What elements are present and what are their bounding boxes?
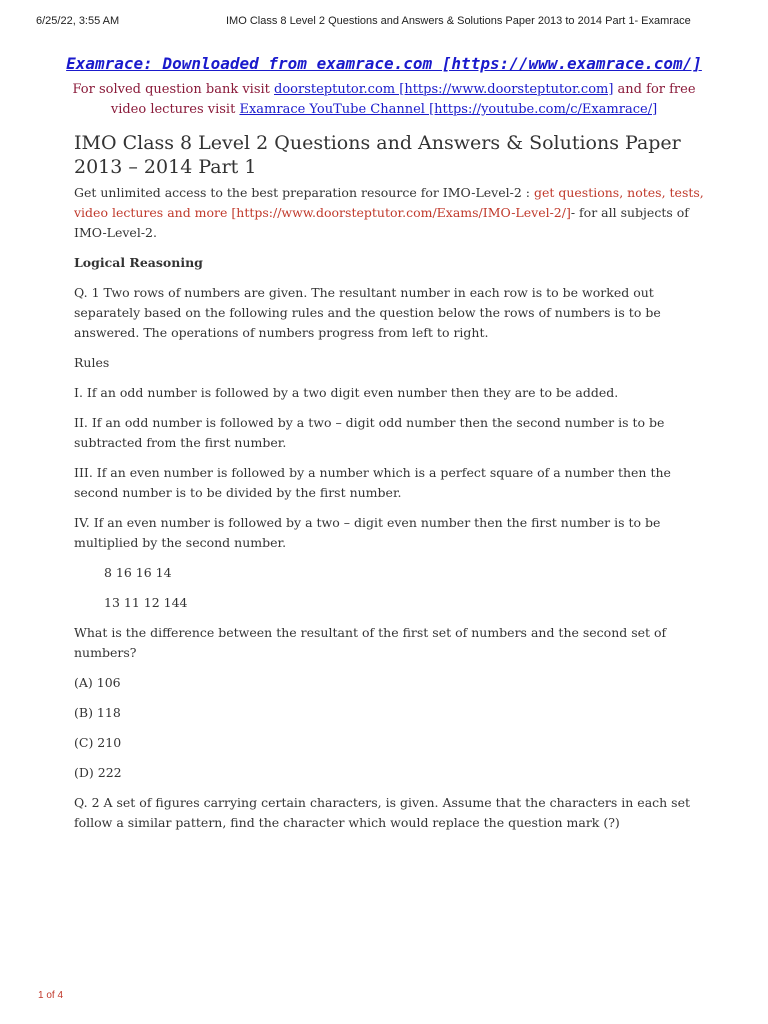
page-number: 1 of 4 bbox=[38, 990, 64, 1001]
print-header bbox=[36, 15, 732, 31]
intro-paragraph bbox=[74, 183, 704, 243]
youtube-channel-link[interactable]: Examrace YouTube Channel [https://youtube.com/c/Examrace/] bbox=[239, 102, 658, 117]
rule-1: I. If an odd number is followed by a two digit even number then they are to be added. bbox=[74, 385, 619, 400]
intro-prefix: Get unlimited access to the best preparation resource for IMO-Level-2 : bbox=[74, 185, 534, 200]
print-datetime: 6/25/22, 3:55 AM bbox=[36, 15, 120, 27]
option-c: (C) 210 bbox=[74, 735, 122, 750]
page-title: IMO Class 8 Level 2 Questions and Answers & Solutions Paper 2013 – 2014 Part 1 bbox=[74, 132, 681, 178]
promo-middle: and for free video lectures visit bbox=[110, 82, 696, 117]
promo-text bbox=[60, 80, 708, 120]
number-row-1: 8 16 16 14 bbox=[104, 565, 172, 580]
question-2-text: Q. 2 A set of figures carrying certain characters, is given. Assume that the characters in each set follow a similar pattern, find the character which would replace the question mark (?) bbox=[74, 795, 691, 830]
option-b: (B) 118 bbox=[74, 705, 121, 720]
doorsteptutor-link[interactable]: doorsteptutor.com [https://www.doorsteptutor.com] bbox=[274, 82, 614, 97]
intro-suffix: - for all subjects of IMO-Level-2. bbox=[74, 205, 689, 240]
question-1-prompt: What is the difference between the resultant of the first set of numbers and the second set of numbers? bbox=[74, 625, 667, 660]
document-content bbox=[74, 183, 704, 843]
question-1-text: Q. 1 Two rows of numbers are given. The resultant number in each row is to be worked out separately based on the following rules and the question below the rows of numbers is to be answered. The operations of numbers progress from left to right. bbox=[74, 285, 661, 340]
rules-label: Rules bbox=[74, 355, 110, 370]
intro-link[interactable]: get questions, notes, tests, video lectures and more [https://www.doorsteptutor.com/Exams/IMO-Level-2/] bbox=[74, 185, 704, 220]
number-row-2: 13 11 12 144 bbox=[104, 595, 188, 610]
print-title: IMO Class 8 Level 2 Questions and Answers & Solutions Paper 2013 to 2014 Part 1- Examrace bbox=[226, 15, 691, 27]
option-d: (D) 222 bbox=[74, 765, 122, 780]
promo-prefix: For solved question bank visit bbox=[72, 82, 275, 97]
section-heading: Logical Reasoning bbox=[74, 255, 203, 270]
rule-2: II. If an odd number is followed by a two – digit odd number then the second number is to be subtracted from the first number. bbox=[74, 415, 665, 450]
option-a: (A) 106 bbox=[74, 675, 121, 690]
examrace-banner-link[interactable]: Examrace: Downloaded from examrace.com [https://www.examrace.com/] bbox=[66, 54, 702, 73]
rule-4: IV. If an even number is followed by a two – digit even number then the first number is to be multiplied by the second number. bbox=[74, 515, 661, 550]
rule-3: III. If an even number is followed by a number which is a perfect square of a number then the second number is to be divided by the first number. bbox=[74, 465, 671, 500]
